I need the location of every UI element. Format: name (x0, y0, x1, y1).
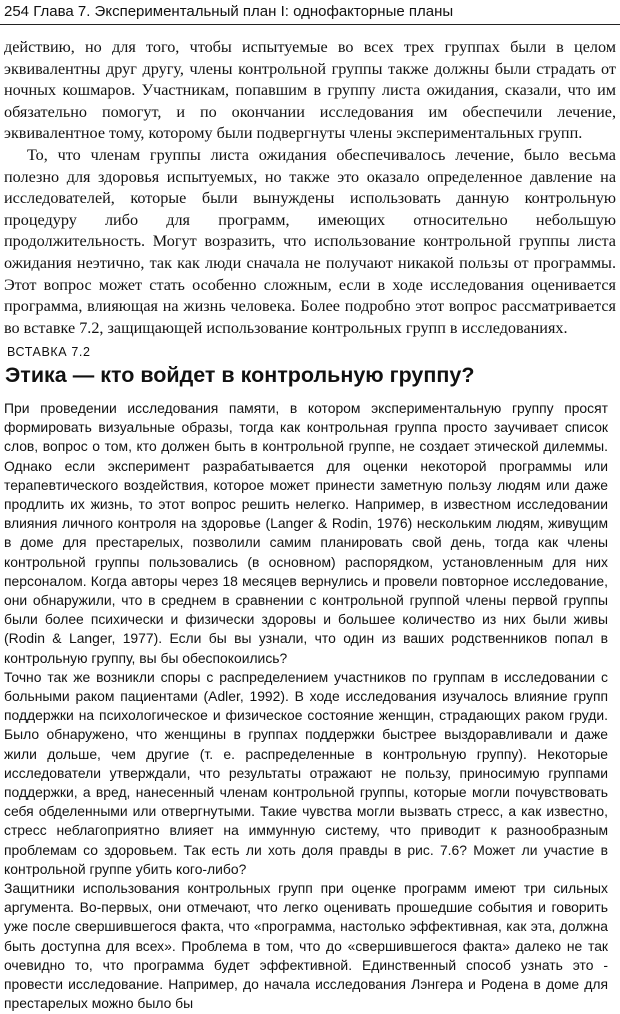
insert-label: ВСТАВКА 7.2 (7, 345, 91, 359)
body-paragraph: То, что членам группы листа ожидания обеспечивалось лечение, было весьма полезно для здоровья испытуемых, но также это оказало определенное давление на исследователей, которые были вынуждены использовать данную контрольную процедуру либо для программ, имеющих относительно небольшую продолжительность. Могут возразить, что использование контрольной группы листа ожидания неэтично, так как люди сначала не получают никакой пользы от программы. Этот вопрос может стать особенно сложным, если в ходе исследования оценивается программа, влияющая на жизнь человека. Более подробно этот вопрос рассматривается во вставке 7.2, защищающей использование контрольных групп в исследованиях. (4, 145, 616, 337)
insert-body-text (4, 399, 608, 1014)
insert-paragraph: Точно так же возникли споры с распределением участников по группам в исследовании с больными раком пациентами (Adler, 1992). В ходе исследования изучалось влияние групп поддержки на психологическое и физическое состояние женщин, страдающих раком груди. Было обнаружено, что женщины в группах поддержки быстрее выздоравливали и даже жили дольше, чем другие (т. е. распределенные в контрольную группу). Некоторые исследователи утверждали, что результаты отражают не пользу, приносимую группами поддержки, а вред, нанесенный членам контрольной группы, которые могли почувствовать себя обделенными или отвергнутыми. Такие чувства могли вызвать стресс, а как известно, стресс неблагоприятно влияет на иммунную систему, что приводит к разнообразным проблемам со здоровьем. Так есть ли хоть доля правды в рис. 7.6? Может ли участие в контрольной группе убить кого-либо? (4, 668, 608, 877)
header-rule (0, 24, 620, 25)
insert-paragraph: Защитники использования контрольных групп при оценке программ имеют три сильных аргумента. Во-первых, они отмечают, что легко оценивать прошедшие события и говорить уже после свершившегося факта, что «программа, настолько эффективная, как эта, должна быть доступна для всех». Проблема в том, что до «свершившегося факта» далеко не так очевидно то, что программа будет эффективной. Единственный способ узнать это - провести исследование. Например, до начала исследования Лэнгера и Родена в доме для престарелых можно было бы (4, 880, 608, 1012)
running-header: 254 Глава 7. Экспериментальный план I: однофакторные планы (4, 3, 454, 20)
main-body-text (4, 37, 616, 339)
body-paragraph: действию, но для того, чтобы испытуемые во всех трех группах были в целом эквивалентны друг другу, члены контрольной группы также должны были страдать от ночных кошмаров. Участникам, попавшим в группу листа ожидания, сказали, что им обязательно помогут, и по окончании исследования им обеспечили лечение, эквивалентное тому, которому были подвергнуты члены экспериментальных групп. (4, 38, 616, 143)
insert-paragraph: При проведении исследования памяти, в котором экспериментальную группу просят формировать визуальные образы, тогда как контрольная группа просто заучивает список слов, вопрос о том, кто должен быть в контрольной группе, не создает этической дилеммы. Однако если эксперимент разрабатывается для оценки некоторой программы или терапевтического воздействия, которое может принести заметную пользу людям или даже продлить их жизнь, то этот вопрос решить нелегко. Например, в известном исследовании влияния личного контроля на здоровье (Langer & Rodin, 1976) нескольким людям, живущим в доме для престарелых, позволили самим планировать свой день, тогда как члены контрольной группы пользовались (в основном) распорядком, установленным для них персоналом. Когда авторы через 18 месяцев вернулись и провели повторное исследование, они обнаружили, что в среднем в сравнении с контрольной группой члены первой группы были более психически и физически здоровы и большее количество из них были живы (Rodin & Langer, 1977). Если бы вы узнали, что один из ваших родственников попал в контрольную группу, вы бы обеспокоились? (4, 400, 608, 666)
insert-title: Этика — кто войдет в контрольную группу? (5, 363, 475, 387)
